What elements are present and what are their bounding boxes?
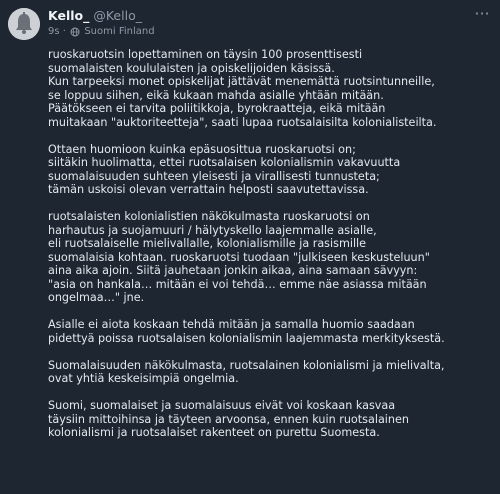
meta-separator: · bbox=[62, 26, 66, 37]
post-paragraph: Asialle ei aiota koskaan tehdä mitään ja samalla huomio saadaan pidettyä poissa ruotsalaisen kolonialismin laajemmasta merkityksestä. bbox=[48, 318, 445, 345]
post-paragraph: Suomalaisuuden näkökulmasta, ruotsalainen kolonialismi ja mielivalta, ovat yhtiä keskeisimpiä ongelmia. bbox=[48, 358, 445, 385]
post-paragraph: ruotsalaisten kolonialistien näkökulmasta ruoskaruotsi on harhautus ja suojamuuri / hälytyskello laajemmalle asialle, eli ruotsalaiselle mielivallalle, kolonialismille ja rasismille suomalaisia kohtaan. ruoskaruotsi tuodaan "julkiseen keskusteluun" aina aika ajoin. Siitä jauhetaan jonkin aikaa, aina samaan sävyyn: "asia on hankala… mitään ei voi tehdä… emme näe asiassa mitään ongelmaa…" jne. bbox=[48, 210, 430, 304]
author-handle[interactable]: @Kello_ bbox=[93, 8, 142, 23]
bell-icon bbox=[8, 8, 40, 40]
post-meta bbox=[48, 25, 470, 40]
post-location[interactable]: Suomi Finland bbox=[84, 26, 155, 37]
post-paragraph: Suomi, suomalaiset ja suomalaisuus eivät voi koskaan kasvaa täysiin mittoihinsa ja täyteen arvoonsa, ennen kuin ruotsalainen kolonialismi ja ruotsalaiset rakenteet on purettu Suomesta. bbox=[48, 399, 409, 439]
post-content bbox=[48, 48, 490, 453]
post-paragraph: Ottaen huomioon kuinka epäsuosittua ruoskaruotsi on; siitäkin huolimatta, ettei ruotsalaisen kolonialismin vakavuutta suomalaisuuden suhteen yleisesti ja virallisesti tunnusteta; tämän uskoisi olevan verrattain helposti saavutettavissa. bbox=[48, 142, 401, 196]
avatar[interactable] bbox=[8, 8, 40, 40]
more-options-button[interactable]: ··· bbox=[474, 4, 490, 23]
post-time[interactable]: 9s bbox=[48, 26, 60, 37]
globe-icon bbox=[70, 27, 80, 37]
author-row bbox=[48, 8, 470, 24]
post-paragraph: ruoskaruotsin lopettaminen on täysin 100 prosenttisesti suomalaisten koululaisten ja opiskelijoiden käsissä. Kun tarpeeksi monet opiskelijat jättävät menemättä ruotsintunneille, se loppuu siihen, eikä kukaan mahda asialle yhtään mitään. Päätökseen ei tarvita poliitikkoja, byrokraatteja, eikä mitään muitakaan "auktoriteetteja", saati lupaa ruotsalaisilta kolonialisteilta. bbox=[48, 48, 437, 129]
author-display-name[interactable]: Kello_ bbox=[48, 8, 90, 23]
post-header bbox=[48, 8, 470, 40]
